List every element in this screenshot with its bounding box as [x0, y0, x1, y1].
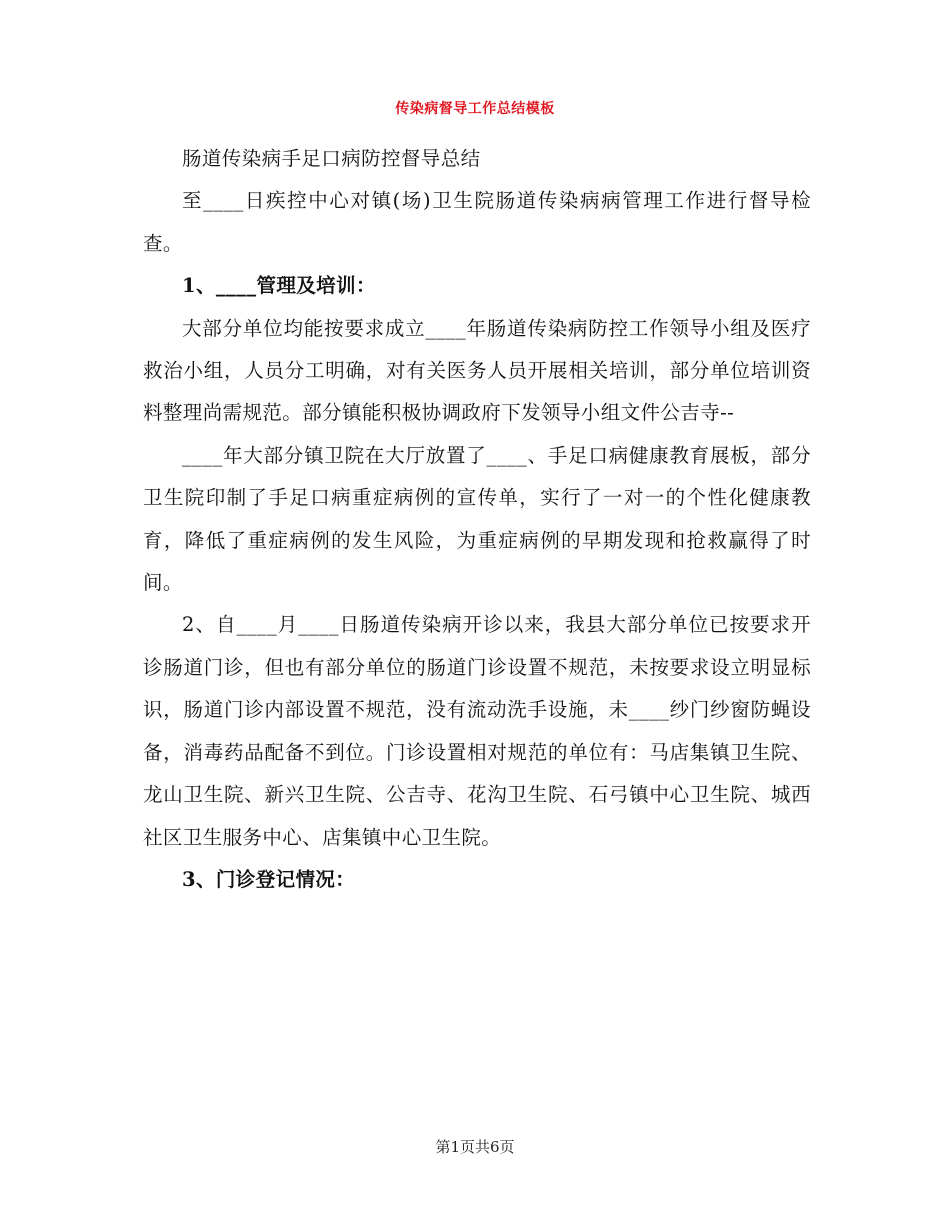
paragraph-clinic-setup: 2、自____月____日肠道传染病开诊以来，我县大部分单位已按要求开诊肠道门诊，但也有部分单位的肠道门诊设置不规范，未按要求设立明显标识，肠道门诊内部设置不规范，没有流动洗手设施，未____纱门纱窗防蝇设备，消毒药品配备不到位。门诊设置相对规范的单位有：马店集镇卫生院、龙山卫生院、新兴卫生院、公吉寺、花沟卫生院、石弓镇中心卫生院、城西社区卫生服务中心、店集镇中心卫生院。: [143, 613, 811, 849]
document-title: 传染病督导工作总结模板: [395, 101, 555, 117]
section-heading-management: 1、____管理及培训：: [182, 274, 376, 298]
page-footer: 第1页共6页: [435, 1138, 515, 1156]
paragraph-intro: 至____日疾控中心对镇(场)卫生院肠道传染病病管理工作进行督导检查。: [143, 189, 811, 255]
paragraph-management: 大部分单位均能按要求成立____年肠道传染病防控工作领导小组及医疗救治小组，人员分工明确，对有关医务人员开展相关培训，部分单位培训资料整理尚需规范。部分镇能积极协调政府下发领导小组文件公吉寺--: [143, 316, 811, 425]
paragraph-education: ____年大部分镇卫院在大厅放置了____、手足口病健康教育展板，部分卫生院印制了手足口病重症病例的宣传单，实行了一对一的个性化健康教育，降低了重症病例的发生风险，为重症病例的早期发现和抢救赢得了时间。: [143, 443, 811, 595]
section-heading-registration: 3、门诊登记情况：: [182, 867, 356, 891]
document-body: [143, 138, 811, 901]
paragraph-subtitle: 肠道传染病手足口病防控督导总结: [182, 147, 481, 170]
